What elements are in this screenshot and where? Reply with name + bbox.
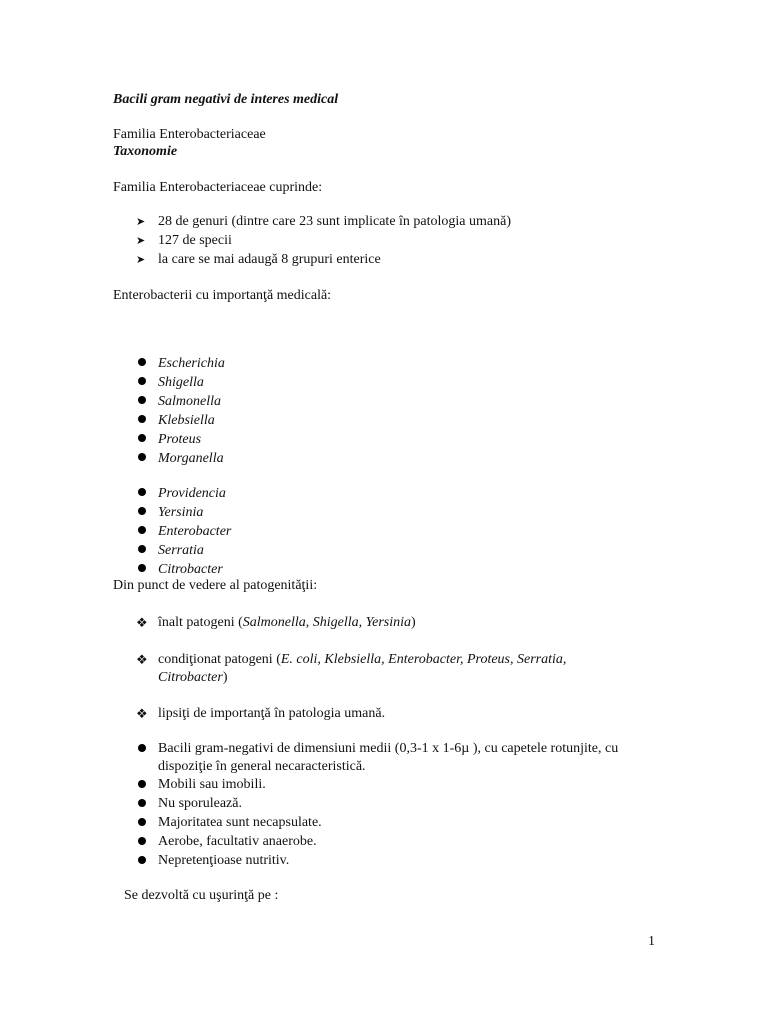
document-title: Bacili gram negativi de interes medical — [113, 92, 339, 107]
bullet-dot-icon — [138, 799, 146, 807]
arrow-bullet-icon: ➤ — [136, 235, 146, 247]
bullet-dot-icon — [138, 453, 146, 461]
family-label: Familia Enterobacteriaceae — [113, 127, 266, 142]
bullet-dot-icon — [138, 818, 146, 826]
bullet-dot-icon — [138, 856, 146, 864]
family-includes-text: Familia Enterobacteriaceae cuprinde: — [113, 180, 323, 195]
bullet-dot-icon — [138, 837, 146, 845]
bullet-dot-icon — [138, 488, 146, 496]
bullet-dot-icon — [138, 434, 146, 442]
diamond-bullet-icon: ❖ — [136, 615, 148, 630]
bullet-dot-icon — [138, 377, 146, 385]
bullet-dot-icon — [138, 396, 146, 404]
diamond-bullet-icon: ❖ — [136, 706, 148, 721]
page-number: 1 — [648, 934, 655, 949]
enterobacteria-heading: Enterobacterii cu importanţă medicală: — [113, 288, 332, 303]
bullet-dot-icon — [138, 358, 146, 366]
arrow-bullet-icon: ➤ — [136, 216, 146, 228]
bullet-dot-icon — [138, 564, 146, 572]
arrow-bullet-icon: ➤ — [136, 254, 146, 266]
bullet-dot-icon — [138, 526, 146, 534]
pathogenicity-heading: Din punct de vedere al patogenităţii: — [113, 578, 318, 593]
bullet-dot-icon — [138, 545, 146, 553]
taxonomy-heading: Taxonomie — [113, 144, 178, 159]
bullet-dot-icon — [138, 507, 146, 515]
diamond-bullet-icon: ❖ — [136, 652, 148, 667]
develops-text: Se dezvoltă cu uşurinţă pe : — [124, 888, 279, 903]
bullet-dot-icon — [138, 780, 146, 788]
bullet-dot-icon — [138, 415, 146, 423]
bullet-dot-icon — [138, 744, 146, 752]
